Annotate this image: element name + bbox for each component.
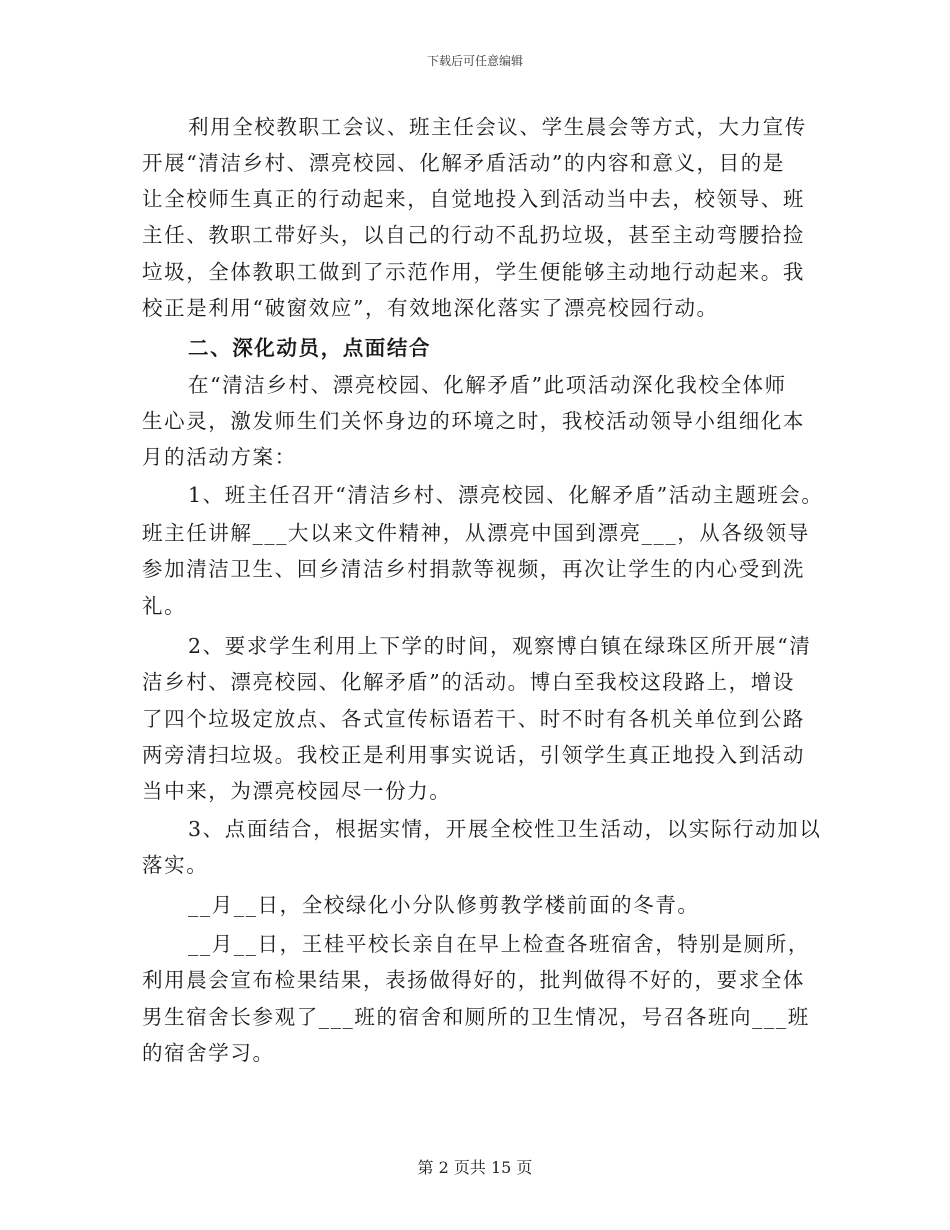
body-line: 洁乡村、漂亮校园、化解矛盾”的活动。博白至我校这段路上，增设 (142, 670, 795, 694)
body-line: 校正是利用“破窗效应”，有效地深化落实了漂亮校园行动。 (142, 296, 719, 320)
body-line: 利用晨会宣布检果结果，表扬做得好的，批判做得不好的，要求全体 (142, 968, 805, 992)
body-line: 3、点面结合，根据实情，开展全校性卫生活动，以实际行动加以 (188, 817, 822, 841)
section-heading: 二、深化动员，点面结合 (188, 336, 432, 360)
page-header: 下载后可任意编辑 (426, 54, 523, 68)
body-line: 参加清洁卫生、回乡清洁乡村捐款等视频，再次让学生的内心受到洗 (142, 557, 805, 581)
body-line: 生心灵，激发师生们关怀身边的环境之时，我校活动领导小组细化本 (142, 409, 805, 433)
body-line: 的宿舍学习。 (142, 1041, 275, 1065)
body-line: 了四个垃圾定放点、各式宣传标语若干、时不时有各机关单位到公路 (142, 707, 805, 731)
body-line: 利用全校教职工会议、班主任会议、学生晨会等方式，大力宣传 (188, 115, 807, 139)
body-line: 礼。 (142, 594, 187, 618)
body-line: 男生宿舍长参观了___班的宿舍和厕所的卫生情况，号召各班向___班 (142, 1005, 810, 1029)
body-line: 两旁清扫垃圾。我校正是利用事实说话，引领学生真正地投入到活动 (142, 743, 805, 767)
body-line: 垃圾，全体教职工做到了示范作用，学生便能够主动地行动起来。我 (142, 260, 805, 284)
page-footer: 第 2 页共 15 页 (417, 1158, 533, 1177)
body-line: 开展“清洁乡村、漂亮校园、化解矛盾活动”的内容和意义，目的是 (142, 151, 785, 175)
body-line: 让全校师生真正的行动起来，自觉地投入到活动当中去，校领导、班 (142, 187, 805, 211)
body-line: 落实。 (142, 853, 209, 877)
body-line: 当中来，为漂亮校园尽一份力。 (142, 779, 452, 803)
body-line: 主任、教职工带好头，以自己的行动不乱扔垃圾，甚至主动弯腰拾捡 (142, 223, 805, 247)
body-line: __月__日，全校绿化小分队修剪教学楼前面的冬青。 (188, 893, 700, 917)
body-line: __月__日，王桂平校长亲自在早上检查各班宿舍，特别是厕所， (188, 932, 810, 956)
body-line: 在“清洁乡村、漂亮校园、化解矛盾”此项活动深化我校全体师 (188, 373, 787, 397)
body-line: 2、要求学生利用上下学的时间，观察博白镇在绿珠区所开展“清 (188, 634, 812, 658)
body-line: 班主任讲解___大以来文件精神，从漂亮中国到漂亮___，从各级领导 (142, 521, 810, 545)
body-line: 1、班主任召开“清洁乡村、漂亮校园、化解矛盾”活动主题班会。 (188, 483, 824, 507)
body-line: 月的活动方案： (142, 445, 297, 469)
